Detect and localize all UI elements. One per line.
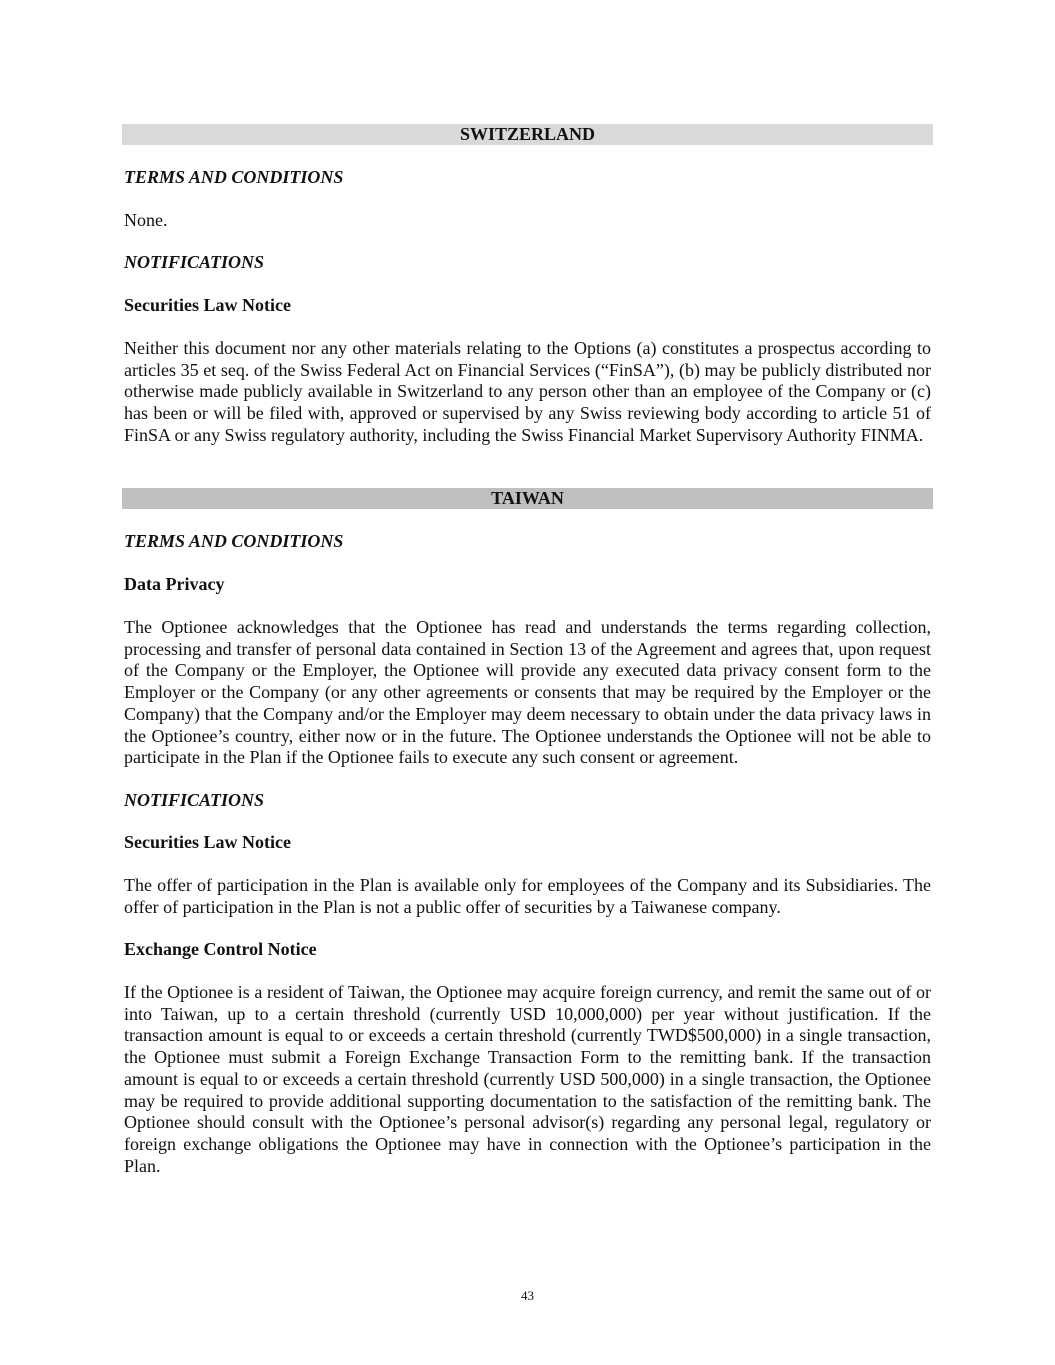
page-number: 43 — [521, 1288, 534, 1303]
taiwan-section-header: TAIWAN — [122, 488, 933, 509]
taiwan-exchange-body: If the Optionee is a resident of Taiwan, the Optionee may acquire foreign currency, and remit the same out of or into Taiwan, up to a certain threshold (currently USD 10,000,000) per year without justification. If the transaction amount is equal to or exceeds a certain threshold (currently TWD$500,000) in a single transaction, the Optionee must submit a Foreign Exchange Transaction Form to the remitting bank. If the transaction amount is equal to or exceeds a certain threshold (currently USD 500,000) in a single transaction, the Optionee may be required to provide additional supporting documentation to the satisfaction of the remitting bank. The Optionee should consult with the Optionee’s personal advisor(s) regarding any personal legal, regulatory or foreign exchange obligations the Optionee may have in connection with the Optionee’s participation in the Plan. — [124, 982, 931, 1176]
switzerland-securities-heading: Securities Law Notice — [124, 295, 291, 315]
taiwan-securities-heading: Securities Law Notice — [124, 832, 291, 852]
switzerland-section-header: SWITZERLAND — [122, 124, 933, 145]
switzerland-terms-body: None. — [124, 210, 168, 230]
taiwan-exchange-heading: Exchange Control Notice — [124, 939, 317, 959]
switzerland-terms-heading: TERMS AND CONDITIONS — [124, 167, 344, 187]
taiwan-privacy-body: The Optionee acknowledges that the Optionee has read and understands the terms regarding collection, processing and transfer of personal data contained in Section 13 of the Agreement and agrees that, upon request of the Company or the Employer, the Optionee will provide any executed data privacy consent form to the Employer or the Company (or any other agreements or consents that may be required by the Employer or the Company) that the Company and/or the Employer may deem necessary to obtain under the data privacy laws in the Optionee’s country, either now or in the future. The Optionee understands the Optionee will not be able to participate in the Plan if the Optionee fails to execute any such consent or agreement. — [124, 617, 931, 768]
taiwan-terms-heading: TERMS AND CONDITIONS — [124, 531, 344, 551]
taiwan-securities-body: The offer of participation in the Plan is available only for employees of the Company and its Subsidiaries. The offer of participation in the Plan is not a public offer of securities by a Taiwanese company. — [124, 875, 931, 917]
taiwan-privacy-heading: Data Privacy — [124, 574, 225, 594]
switzerland-notifications-heading: NOTIFICATIONS — [124, 252, 265, 272]
switzerland-securities-body: Neither this document nor any other materials relating to the Options (a) constitutes a prospectus according to articles 35 et seq. of the Swiss Federal Act on Financial Services (“FinSA”), (b) may be publicly distributed nor otherwise made publicly available in Switzerland to any person other than an employee of the Company or (c) has been or will be filed with, approved or supervised by any Swiss reviewing body according to article 51 of FinSA or any Swiss regulatory authority, including the Swiss Financial Market Supervisory Authority FINMA. — [124, 338, 931, 445]
taiwan-notifications-heading: NOTIFICATIONS — [124, 790, 265, 810]
